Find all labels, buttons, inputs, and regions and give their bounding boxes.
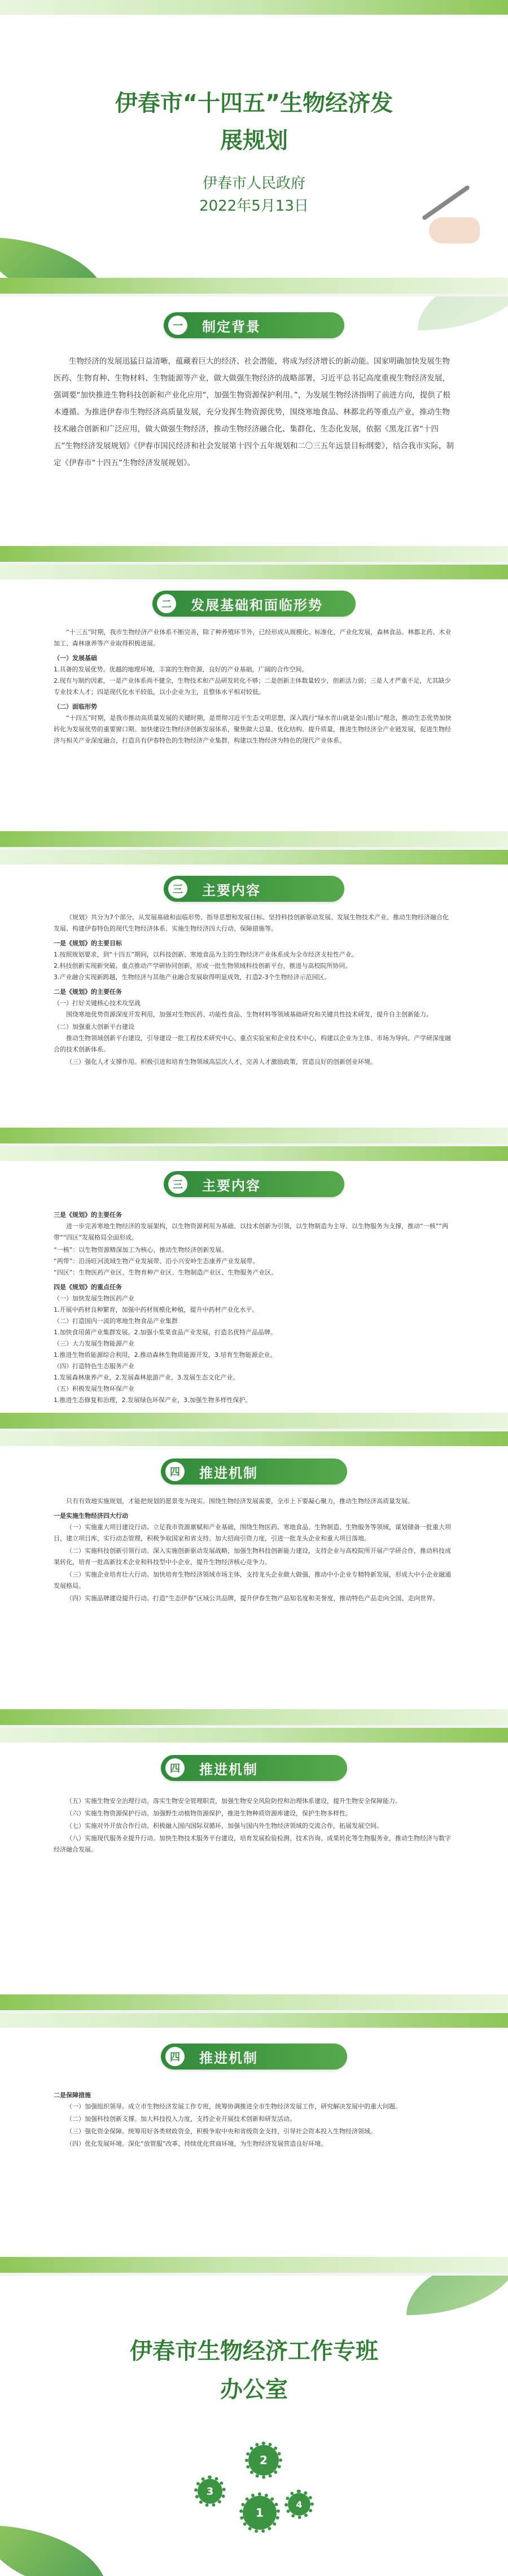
- section-6-slide: [0, 1728, 508, 2010]
- section-title: [164, 876, 344, 902]
- section-body: [54, 1496, 454, 1605]
- list-item: （二）打造国内一流的寒地生物食品产业集群: [54, 1317, 178, 1325]
- section-title: [164, 1171, 344, 1197]
- section-label: 主要内容: [202, 1177, 261, 1194]
- paragraph: 只有有效地实施规划，才能把规划的愿景变为现实。围绕生物经济发展需要，全市上下要凝心聚力，推动生物经济高质量发展。: [66, 1497, 414, 1505]
- section-title: [161, 2044, 347, 2069]
- section-number: 三: [168, 879, 187, 898]
- paragraph: 生物经济的发展迅猛日益清晰，蕴藏着巨大的经济、社会潜能，将成为经济增长的新动能。国家明确加快发展生物医药、生物育种、生物材料、生物能源等产业，做大做强生物经济的战略部署，习近平总书记高度重视生物经济发展，强调要“加快推进生物科技创新和产业化应用”，加强生物资源保护利用。”，为发展生物经济指明了前进方向，提供了根本遵循。为推进伊春市生物经济高质量发展，充分发挥生物资源优势，围绕寒地食品、林都北药等重点产业，推动生物技术融合创新和广泛应用，做大做强生物经济，推动生物经济融合化、集群化、生态化发展，依据《黑龙江省“十四五”生物经济发展规划》《伊春市国民经济和社会发展第十四个五年规划和二〇三五年远景目标纲要》，结合我市实际，制定《伊春市“十四五”生物经济发展规划》。: [54, 357, 454, 468]
- section-label: 推进机制: [199, 1761, 258, 1778]
- paragraph: （三）强化资金保障。统筹用好各类财政资金，积极争取中央和省级资金支持，引导社会资本投入生物经济领域。: [66, 2128, 376, 2135]
- end-title: 伊春市生物经济工作专班 办公室: [130, 2338, 378, 2403]
- section-3-slide: [0, 850, 508, 1143]
- top-band: [0, 2013, 508, 2028]
- list-item: （三）大力发展生物能源产业: [54, 1340, 134, 1347]
- list-item: 1.具备的发展优势。优越的地理环境，丰富的生物资源，良好的产业基础，广阔的合作空间。: [54, 666, 308, 673]
- list-item: “四区”：生物医药产业区、生物育种产业区、生物制造产业区、生物服务产业区。: [54, 1269, 278, 1276]
- paragraph: （二）实施科技创新引领行动。深入实施创新驱动发展战略，加强生物科技创新能力建设，支持企业与高校院所开展产学研合作，推动科技成果转化，培育一批高新技术企业和科技型中小企业，提升生物经济核心竞争力。: [54, 1547, 451, 1566]
- bottom-band: [0, 1994, 508, 2010]
- section-number: 一: [168, 316, 187, 335]
- subheading: 一是《规划》的主要目标: [54, 940, 122, 947]
- section-label: 制定背景: [202, 318, 261, 335]
- section-label: 推进机制: [199, 2050, 258, 2066]
- gears-illustration: [186, 2439, 322, 2552]
- date: 2022年5月13日: [199, 198, 309, 215]
- section-title: [164, 312, 344, 338]
- top-band: [0, 565, 508, 579]
- gear-icon: 4: [288, 2493, 310, 2516]
- subheading: 二是《规划》的主要任务: [54, 988, 122, 996]
- section-label: 主要内容: [202, 882, 261, 898]
- section-body: [54, 353, 454, 474]
- list-item: （一）加快发展生物医药产业: [54, 1295, 134, 1302]
- paragraph: （五）实施生物安全治理行动。落实生物安全管理职责，加强生物安全风险防控和治理体系建设，提升生物安全保障能力。: [66, 1797, 401, 1805]
- section-number: 四: [165, 1758, 185, 1778]
- list-item: （四）打造特色生态服务产业: [54, 1363, 134, 1370]
- section-title: [152, 591, 356, 617]
- section-label: 发展基础和面临形势: [191, 597, 323, 613]
- list-item: 2.科技创新实现新突破。重点推动产学研协同创新，形成一批生物领域科技创新平台，推进与高校院所协同。: [54, 962, 352, 970]
- paragraph: （八）实施现代服务业提升行动。加快生物技术服务平台建设，培育发展检验检测、技术咨询、成果转化等生物服务业，推动生物经济与数字经济融合发展。: [54, 1835, 451, 1853]
- section-body: [54, 2086, 454, 2151]
- list-item: （二）加强重大创新平台建设: [54, 1023, 134, 1031]
- bottom-band: [0, 2257, 508, 2273]
- subheading: 三是《规划》的主要任务: [54, 1211, 122, 1219]
- paragraph: “十四五”时期，是我市推动高质量发展的关键时期，是贯彻习近平生态文明思想，深入践行“绿水青山就是金山银山”理念，推动生态优势加快转化为发展优势的重要窗口期。加快建设生物经济创新发展体系，聚焦做大总量、优化结构、提升质量，推进生物经济全产业链发展，促进生物经济与相关产业深度融合，打造具有伊春特色的生物经济产业集群，构建以生物经济为特色的现代产业体系。: [54, 714, 452, 744]
- cover-slide: [0, 0, 508, 294]
- section-title: [161, 1755, 347, 1781]
- gear-icon: 3: [198, 2479, 222, 2504]
- paragraph: （六）实施生物资源保护行动。加强野生动植物资源保护，推进生物种质资源库建设，保护生物多样性。: [66, 1810, 352, 1817]
- section-number: 四: [165, 1462, 185, 1481]
- list-item: 1.开展中药材良种繁育，加强中药材规模化种植，提升中药材产业化水平。: [54, 1306, 259, 1313]
- bottom-band: [0, 278, 508, 294]
- paragraph: （四）实施品牌建设提升行动。打造“生态伊春”区域公共品牌，提升伊春生物产品知名度和美誉度，推动特色产品走向全国、走向世界。: [66, 1595, 439, 1602]
- leaf-decoration: [406, 2276, 508, 2315]
- section-2-slide: [0, 565, 508, 847]
- section-body: [54, 1206, 454, 1406]
- list-item: “一核”：以生物资源精深加工为核心，推动生物经济创新发展。: [54, 1246, 228, 1254]
- top-band: [0, 1431, 508, 1446]
- section-number: 三: [168, 1175, 187, 1194]
- section-label: 推进机制: [199, 1465, 258, 1481]
- subheading: （一）发展基础: [54, 654, 97, 662]
- section-body: [54, 627, 454, 748]
- subheading: 一是实施生物经济四大行动: [54, 1512, 128, 1520]
- paragraph: （一）加强组织领导。成立市生物经济发展工作专班，统筹协调推进全市生物经济发展工作，研究解决发展中的重大问题。: [66, 2103, 401, 2110]
- list-item: （一）打好关键核心技术攻坚战: [54, 999, 141, 1007]
- gear-icon: 2: [248, 2445, 279, 2475]
- paragraph: （一）实施重大项目建设行动。立足我市资源禀赋和产业基础，围绕生物医药、寒地食品、生物制造、生物服务等领域，谋划储备一批重大项目，建立项目库，实行动态管理，积极争取国家和省支持。加大招商引资力度，引进一批龙头企业和重大项目落地。: [54, 1523, 451, 1542]
- list-item: 3.产业融合实现新跨越，生物经济与其他产业融合发展取得明显成效，打造2-3个生物经济示范园区。: [54, 973, 331, 981]
- bottom-band: [0, 1413, 508, 1429]
- paragraph: 推动生物领域创新平台建设，引导建设一批工程技术研究中心、重点实验室和企业技术中心，构建以企业为主体、市场为导向、产学研深度融合的技术创新体系。: [54, 1034, 451, 1053]
- subheading: （二）面临形势: [54, 703, 97, 710]
- list-item: 1.推进生态修复和治理，2.发展绿色环保产业，3.加强生物多样性保护。: [54, 1396, 252, 1404]
- paragraph: 围绕寒地优势资源深度开发利用，加强对生物医药、功能性食品、生物材料等领域基础研究和关键共性技术研发，提升自主创新能力。: [66, 1011, 432, 1018]
- list-item: 1.按照规划要求，到“十四五”期间，以科技创新、寒地食品为主的生物经济产业体系成为全市经济支柱性产业。: [54, 951, 358, 958]
- section-7-slide: [0, 2013, 508, 2273]
- section-1-slide: [0, 296, 508, 562]
- cover-title: 伊春市“十四五”生物经济发 展规划: [115, 90, 393, 154]
- list-item: “两带”：沿汤旺河流域生物产业发展带、沿小兴安岭生态康养产业发展带。: [54, 1258, 259, 1265]
- list-item: 1.加快食用菌产业集群发展。2.加强小浆果食品产业发展，打造名优特产品品牌。: [54, 1329, 277, 1336]
- section-title: [161, 1459, 347, 1485]
- hand-pen-illustration: [406, 195, 485, 251]
- leaf-decoration: [418, 296, 508, 330]
- top-band: [0, 0, 508, 15]
- subheading: 二是保障措施: [54, 2092, 91, 2099]
- top-band: [0, 1146, 508, 1161]
- gear-icon: 1: [243, 2496, 277, 2530]
- list-item: （五）积极发展生物环保产业: [54, 1385, 134, 1392]
- paragraph: 《规划》共分为7个部分，从发展基础和面临形势、指导思想和发展目标、坚持科技创新驱动发展、发展生物技术产业、推动生物经济融合化发展、构建伊春特色的现代生物经济体系、实施生物经济四大行动、保障措施等。: [54, 914, 449, 932]
- paragraph: “十三五”时期，我市生物经济产业体系不断完善，除了种养殖环节外，已经形成从规模化、标准化、产业化发展，森林食品、林都北药、木业加工、森林康养等产业取得积极进展。: [54, 628, 452, 647]
- paragraph: （四）优化发展环境。深化“放管服”改革，持续优化营商环境，为生物经济发展营造良好环境。: [66, 2140, 327, 2147]
- paragraph: （三）实施企业培育壮大行动。加快培育生物经济领域市场主体，支持龙头企业做大做强，推动中小企业专精特新发展，形成大中小企业融通发展格局。: [54, 1571, 451, 1590]
- section-body: [54, 1796, 454, 1857]
- leaf-decoration: [0, 2525, 107, 2576]
- bottom-band: [0, 831, 508, 847]
- list-item: 1.发展森林康养产业，2.发展森林旅游产业，3.发展生态文化产业。: [54, 1374, 239, 1381]
- ending-slide: [0, 2276, 508, 2576]
- section-body: [54, 912, 454, 1069]
- top-band: [0, 850, 508, 865]
- bottom-band: [0, 546, 508, 562]
- paragraph: （三）强化人才支撑作用。积极引进和培育生物领域高层次人才，完善人才激励政策，营造良好的创新创业环境。: [66, 1058, 376, 1066]
- list-item: 1.推进生物质能源综合利用，2.推动森林生物质能源开发，3.培育生物能源企业。: [54, 1351, 277, 1359]
- section-5-slide: [0, 1431, 508, 1725]
- subheading: 四是《规划》的重点任务: [54, 1283, 122, 1291]
- list-item: 2.现有与制约因素，一是产业体系尚不健全，生物技术和产品研发转化不够；二是创新主体数量较少，创新活力弱；三是人才严重不足，尤其缺少专业技术人才；四是现代化水平较低，以小企业为主，且整体水平相对较低。: [54, 677, 451, 696]
- paragraph: 进一步完善寒地生物经济的发展架构，以生物资源利用为基础、以技术创新为引领，以生物制造为主导、以生物服务为支撑，推动“一核”“两带”“四区”发展格局全面形成。: [54, 1222, 449, 1241]
- section-4-slide: [0, 1146, 508, 1429]
- bottom-band: [0, 1709, 508, 1725]
- issuer: 伊春市人民政府: [202, 175, 305, 192]
- section-number: 二: [157, 594, 176, 613]
- section-number: 四: [165, 2047, 185, 2066]
- top-band: [0, 1728, 508, 1743]
- paragraph: （七）实施对外开放合作行动。积极融入国内国际双循环，加强与国内外生物经济领域的交流合作，拓展发展空间。: [66, 1822, 383, 1830]
- bottom-band: [0, 1128, 508, 1143]
- paragraph: （二）加强科技创新支撑。加大科技投入力度，支持企业开展技术创新和研发活动。: [66, 2115, 296, 2123]
